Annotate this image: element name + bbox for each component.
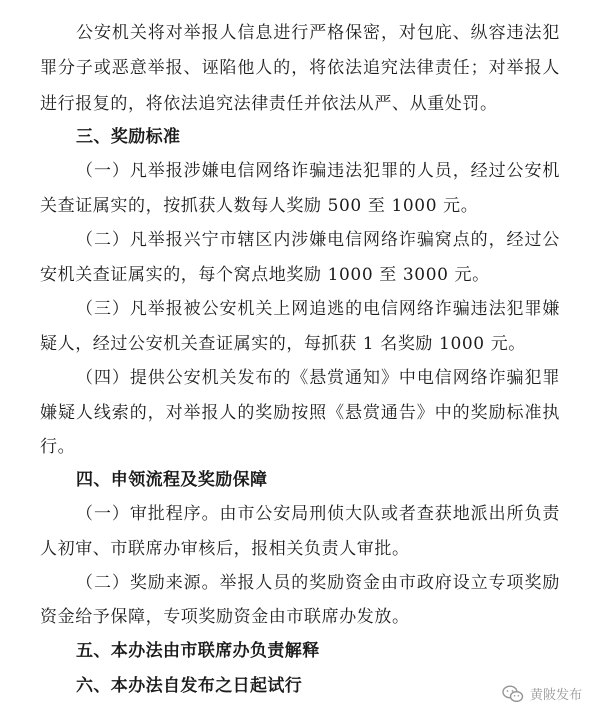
text-line: （三）凡举报被公安机关上网追逃的电信网络诈骗违法犯罪嫌 — [76, 299, 560, 319]
text-line: 疑人，经过公安机关查证属实的，每抓获 1 名奖励 1000 元。 — [40, 334, 526, 354]
text-line: 罪分子或恶意举报、诬陷他人的，将依法追究法律责任；对举报人 — [40, 58, 560, 78]
watermark-text: 黄陂发布 — [529, 688, 582, 703]
text-line: （一）凡举报涉嫌电信网络诈骗违法犯罪的人员，经过公安机 — [76, 161, 560, 181]
watermark — [502, 684, 582, 703]
text-line: 公安机关将对举报人信息进行严格保密，对包庇、纵容违法犯 — [76, 23, 560, 43]
text-line: 人初审、市联席办审核后，报相关负责人审批。 — [40, 539, 410, 559]
section-heading: 四、申领流程及奖励保障 — [76, 470, 268, 490]
text-line: 行。 — [40, 437, 76, 457]
section-heading: 六、本办法自发布之日起试行 — [76, 676, 303, 696]
text-line: 进行报复的，将依法追究法律责任并依法从严、从重处罚。 — [40, 94, 498, 114]
section-heading: 三、奖励标准 — [76, 127, 181, 147]
text-line: （四）提供公安机关发布的《悬赏通知》中电信网络诈骗犯罪 — [76, 368, 560, 388]
text-line: 资金给予保障，专项奖励资金由市联席办发放。 — [40, 607, 410, 627]
text-line: （二）凡举报兴宁市辖区内涉嫌电信网络诈骗窝点的，经过公 — [76, 230, 560, 250]
text-line: 安机关查证属实的，每个窝点地奖励 1000 至 3000 元。 — [40, 265, 490, 285]
text-line: （一）审批程序。由市公安局刑侦大队或者查获地派出所负责 — [76, 504, 560, 524]
wechat-icon — [502, 685, 524, 703]
text-line: 关查证属实的，按抓获人数每人奖励 500 至 1000 元。 — [40, 196, 479, 216]
text-line: 嫌疑人线索的，对举报人的奖励按照《悬赏通告》中的奖励标准执 — [40, 403, 560, 423]
section-heading: 五、本办法由市联席办负责解释 — [76, 641, 320, 661]
text-line: （二）奖励来源。举报人员的奖励资金由市政府设立专项奖励 — [76, 573, 560, 593]
